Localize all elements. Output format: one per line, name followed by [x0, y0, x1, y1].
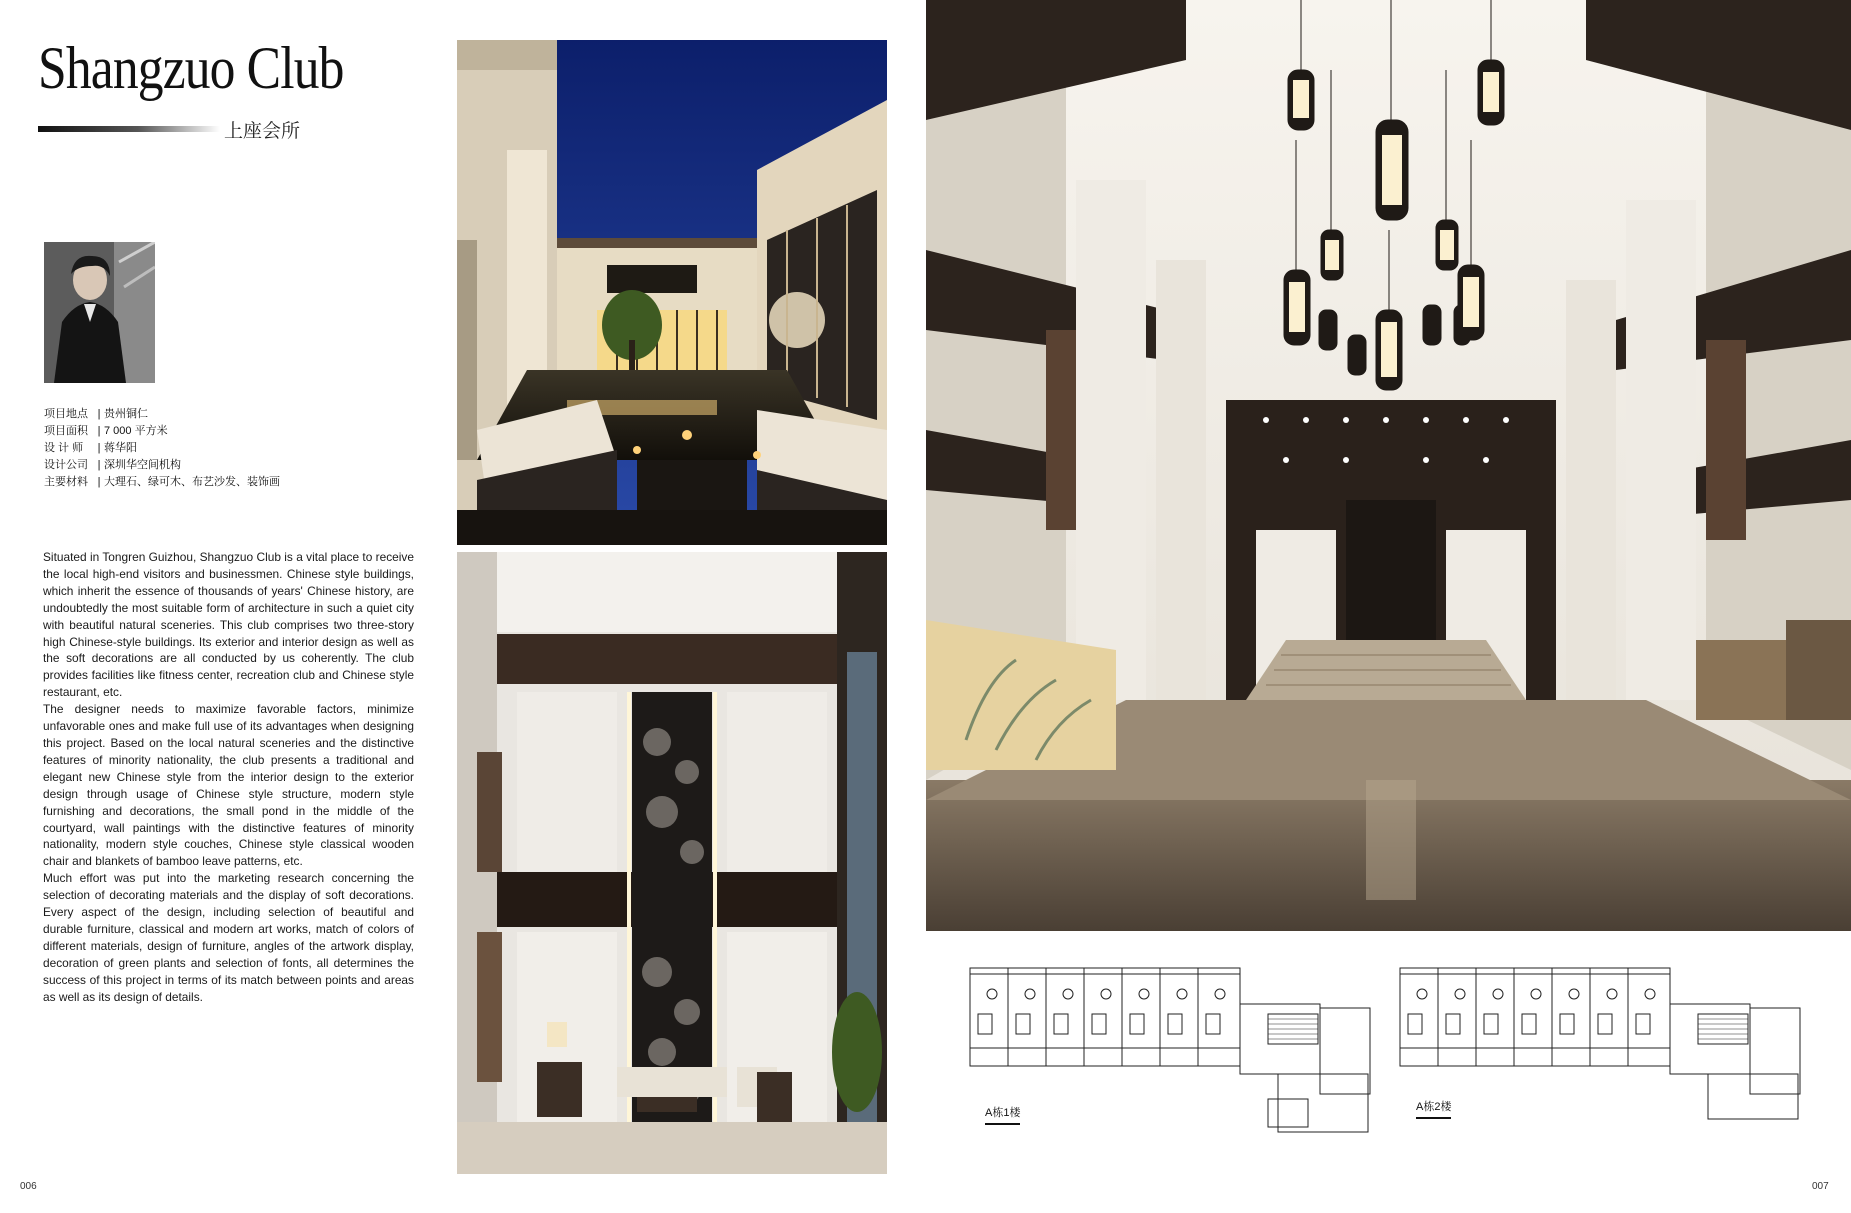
page-number-left: 006: [20, 1181, 37, 1192]
info-row-area: [44, 423, 280, 440]
info-key: 设 计 师: [44, 442, 84, 454]
info-row-designer: [44, 440, 280, 457]
subtitle-chinese: 上座会所: [224, 121, 301, 142]
body-paragraph: Much effort was put into the marketing research concerning the selection of decorating materials and the display of soft decorations. Every aspect of the design, including selection of beautiful and durable furniture, classical and modern art works, match of colors of different materials, design of furniture, angles of the artwork display, decoration of green plants and selection of fonts, all determines the success of this project in terms of its match between points and areas as well as its design of details.: [43, 871, 414, 1004]
info-row-materials: [44, 474, 280, 491]
designer-portrait-image: [44, 242, 155, 383]
info-value: 大理石、绿可木、布艺沙发、装饰画: [104, 476, 280, 488]
article-body: [43, 549, 414, 1005]
floor-plan-1: [968, 964, 1376, 1139]
info-value: 蒋华阳: [104, 442, 137, 454]
lobby-hall-photo: [926, 0, 1851, 931]
interior-lounge-photo: [457, 552, 887, 1174]
floor-plan-1-label: A栋1楼: [985, 1104, 1020, 1125]
info-key: 项目地点: [44, 408, 88, 420]
body-paragraph: Situated in Tongren Guizhou, Shangzuo Club is a vital place to receive the local high-end visitors and businessmen. Chinese style buildings, which inherit the essence of thousands of years' Chinese history, are undoubtedly the most suitable form of architecture in such a quiet city with beautiful natural sceneries. This club comprises two three-story high Chinese-style buildings. Its exterior and interior design as well as the soft decorations are all conducted by us coherently. The club provides facilities like fitness center, recreation club and Chinese style restaurant, etc.: [43, 550, 414, 700]
page-number-right: 007: [1812, 1181, 1829, 1192]
info-value: 7 000 平方米: [104, 425, 168, 437]
floor-plan-2: [1398, 964, 1806, 1139]
title-underline: [38, 126, 220, 132]
info-separator: |: [97, 459, 101, 471]
info-separator: |: [97, 442, 101, 454]
page-title: Shangzuo Club: [38, 35, 344, 101]
project-info-list: [44, 406, 280, 491]
info-separator: |: [97, 476, 101, 488]
info-separator: |: [97, 408, 101, 420]
info-value: 贵州铜仁: [104, 408, 148, 420]
courtyard-night-photo: [457, 40, 887, 545]
info-separator: |: [97, 425, 101, 437]
info-row-company: [44, 457, 280, 474]
info-row-location: [44, 406, 280, 423]
body-paragraph: The designer needs to maximize favorable factors, minimize unfavorable ones and make full use of its advantages when designing this project. Based on the local natural sceneries and the distinctive features of minority nationality, the club presents a traditional and elegant new Chinese style from the interior design to the exterior design through usage of Chinese style structure, modern style furnishing and decorations, the small pond in the middle of the courtyard, wall paintings with the distinctive features of minority nationality, modern style couches, Chinese style classical wooden chair and blankets of bamboo leave patterns, etc.: [43, 702, 414, 869]
info-key: 项目面积: [44, 425, 88, 437]
info-value: 深圳华空间机构: [104, 459, 181, 471]
info-key: 主要材料: [44, 476, 88, 488]
info-key: 设计公司: [44, 459, 88, 471]
floor-plan-2-label: A栋2楼: [1416, 1098, 1451, 1119]
